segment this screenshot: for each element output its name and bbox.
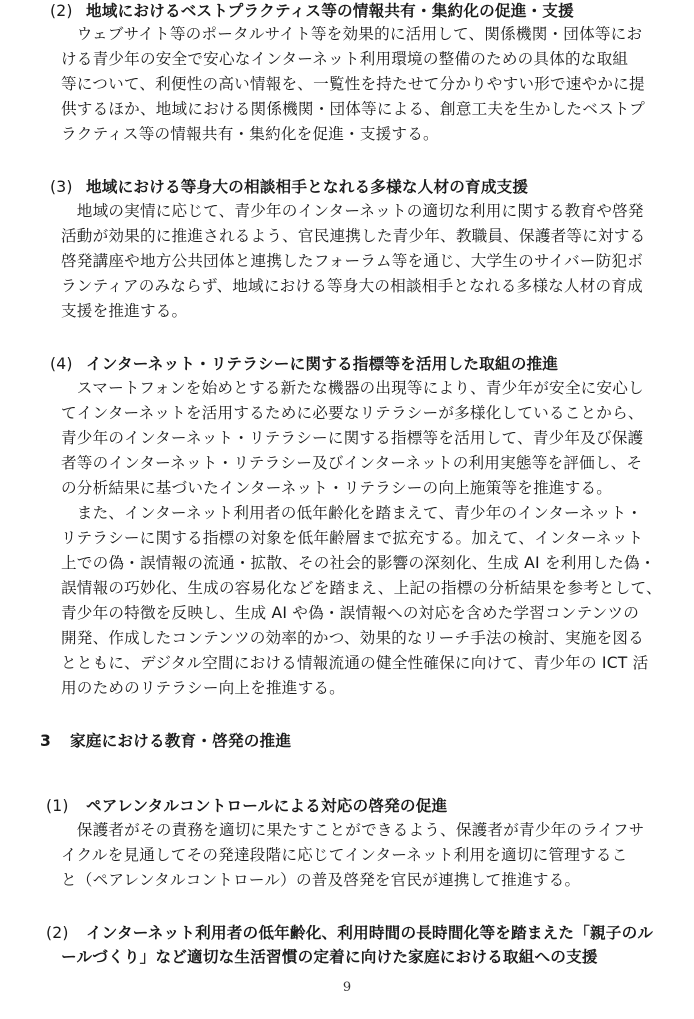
paragraph-line: 青少年のインターネット・リテラシーに関する指標等を活用して、青少年及び保護 [61,429,644,447]
section-number: (2) [50,2,73,20]
paragraph-line: の分析結果に基づいたインターネット・リテラシーの向上施策等を推進する。 [61,479,613,497]
section-number: (4) [50,355,73,373]
paragraph-line: 青少年の特徴を反映し、生成 AI や偽・誤情報への対応を含めた学習コンテンツの [61,604,639,622]
chapter-title: 家庭における教育・啓発の推進 [70,732,292,750]
paragraph-line: 用のためのリテラシー向上を推進する。 [61,679,345,697]
paragraph-line: ラクティス等の情報共有・集約化を促進・支援する。 [61,125,439,143]
paragraph-line: リテラシーに関する指標の対象を低年齢層まで拡充する。加えて、インターネット [61,529,644,547]
chapter-number: 3 [40,732,52,750]
paragraph-line: ランティアのみならず、地域における等身大の相談相手となれる多様な人材の育成 [61,277,643,295]
section-title: インターネット・リテラシーに関する指標等を活用した取組の推進 [86,355,559,373]
section-number: (1) [46,797,69,815]
paragraph-line: 保護者がその責務を適切に果たすことができるよう、保護者が青少年のライフサ [61,821,645,839]
paragraph-line: 誤情報の巧妙化、生成の容易化などを踏まえ、上記の指標の分析結果を参考として、 [61,579,662,597]
paragraph-line: 上での偽・誤情報の流通・拡散、その社会的影響の深刻化、生成 AI を利用した偽・ [61,554,656,572]
page-number: 9 [342,980,352,995]
paragraph-line: 地域の実情に応じて、青少年のインターネットの適切な利用に関する教育や啓発 [61,202,644,220]
section-number: (3) [50,178,73,196]
section-title: ペアレンタルコントロールによる対応の啓発の促進 [86,797,448,815]
paragraph-line: 等について、利便性の高い情報を、一覧性を持たせて分かりやすい形で速やかに提 [61,75,645,93]
paragraph-line: てインターネットを活用するために必要なリテラシーが多様化していることから、 [61,404,644,422]
section-title: 地域におけるベストプラクティス等の情報共有・集約化の促進・支援 [86,2,574,20]
paragraph-line: 者等のインターネット・リテラシー及びインターネットの利用実態等を評価し、そ [61,454,643,472]
paragraph-line: 供するほか、地域における関係機関・団体等による、創意工夫を生かしたベストプ [61,100,645,118]
paragraph-line: イクルを見通してその発達段階に応じてインターネット利用を適切に管理するこ [61,846,628,864]
paragraph-line: 開発、作成したコンテンツの効率的かつ、効果的なリーチ手法の検討、実施を図る [61,629,644,647]
paragraph-line: ウェブサイト等のポータルサイト等を効果的に活用して、関係機関・団体等にお [61,25,643,43]
section-title: 地域における等身大の相談相手となれる多様な人材の育成支援 [86,178,529,196]
section-title-line-2: ールづくり」など適切な生活習慣の定着に向けた家庭における取組への支援 [61,948,598,966]
paragraph-line: 活動が効果的に推進されるよう、官民連携した青少年、教職員、保護者等に対する [61,227,646,245]
paragraph-line: とともに、デジタル空間における情報流通の健全性確保に向けて、青少年の ICT 活 [61,654,649,672]
paragraph-line: と（ペアレンタルコントロール）の普及啓発を官民が連携して推進する。 [61,871,581,889]
paragraph-line: 啓発講座や地方公共団体と連携したフォーラム等を通じ、大学生のサイバー防犯ボ [61,252,644,270]
section-title: インターネット利用者の低年齢化、利用時間の長時間化等を踏まえた「親子のル [86,924,654,942]
paragraph-line: また、インターネット利用者の低年齢化を踏まえて、青少年のインターネット・ [61,504,643,522]
section-number: (2) [46,924,69,942]
paragraph-line: ける青少年の安全で安心なインターネット利用環境の整備のための具体的な取組 [61,50,629,68]
paragraph-line: スマートフォンを始めとする新たな機器の出現等により、青少年が安全に安心し [61,379,644,397]
paragraph-line: 支援を推進する。 [61,302,188,320]
